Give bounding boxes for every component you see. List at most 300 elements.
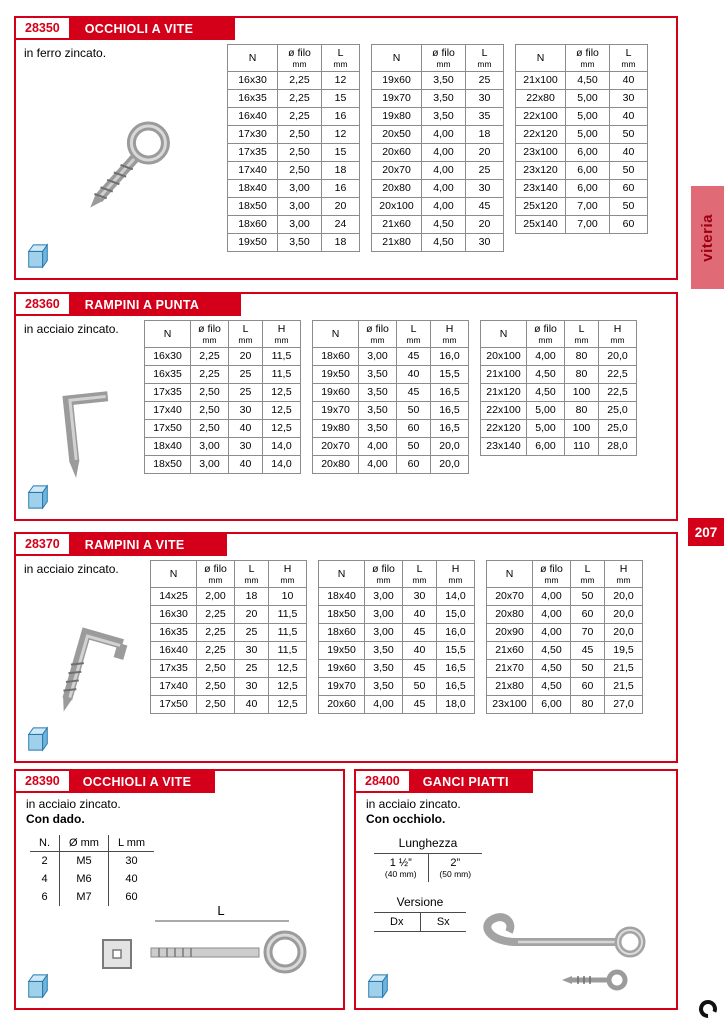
section-rampini-a-vite-28370 — [14, 532, 678, 763]
table-cell: 20,0 — [605, 588, 643, 606]
table-cell: 12,5 — [263, 402, 301, 420]
table-row — [319, 624, 475, 642]
table-cell: 17x50 — [145, 420, 191, 438]
table-cell: 4,50 — [566, 72, 610, 90]
table-row — [313, 348, 469, 366]
table-cell: 20x70 — [487, 588, 533, 606]
table-cell: 16 — [322, 108, 360, 126]
table-row — [487, 696, 643, 714]
table-cell: 25 — [235, 624, 269, 642]
table-cell: 11,5 — [269, 642, 307, 660]
column-header: L mm — [565, 321, 599, 348]
column-header: ø filo mm — [359, 321, 397, 348]
table-row — [30, 870, 154, 888]
table-row — [372, 162, 504, 180]
table-cell: 80 — [565, 348, 599, 366]
column-header: Ø mm — [60, 835, 109, 852]
table-cell: 21x70 — [487, 660, 533, 678]
table-cell: 14x25 — [151, 588, 197, 606]
table-row — [145, 384, 301, 402]
package-box-icon — [365, 972, 391, 1000]
table-row — [151, 588, 307, 606]
size-mm: (40 mm) — [374, 869, 428, 882]
material-note: in acciaio zincato. — [26, 797, 121, 811]
column-header: N — [481, 321, 527, 348]
table-cell: 16x40 — [151, 642, 197, 660]
table-cell: 60 — [571, 606, 605, 624]
table-cell: 30 — [229, 402, 263, 420]
column-header: ø filo mm — [422, 45, 466, 72]
table-row — [516, 72, 648, 90]
table-row — [481, 348, 637, 366]
table-cell: 3,50 — [359, 384, 397, 402]
table-row — [313, 402, 469, 420]
column-header: N — [151, 561, 197, 588]
table-cell: 17x30 — [228, 126, 278, 144]
table-cell: 16,0 — [437, 624, 475, 642]
table-cell: 7,00 — [566, 216, 610, 234]
table-cell: 23x120 — [516, 162, 566, 180]
table-row — [487, 606, 643, 624]
table-cell: 12,5 — [269, 678, 307, 696]
table-cell: 17x40 — [145, 402, 191, 420]
table-cell: 25 — [466, 162, 504, 180]
table-row — [372, 216, 504, 234]
size-option: 2” — [450, 857, 461, 869]
table-row — [319, 696, 475, 714]
size-option: 1 ½” — [374, 854, 428, 870]
table-row — [487, 588, 643, 606]
page-number: 207 — [688, 518, 724, 546]
table-cell: 40 — [229, 456, 263, 474]
table-cell: 25,0 — [599, 402, 637, 420]
column-header: H mm — [605, 561, 643, 588]
column-header: L mm — [571, 561, 605, 588]
table-cell: 19x70 — [372, 90, 422, 108]
column-header: ø filo mm — [365, 561, 403, 588]
column-header: L mm — [403, 561, 437, 588]
flat-hook-icon — [460, 910, 668, 998]
table-cell: 30 — [229, 438, 263, 456]
table-cell: 20 — [466, 216, 504, 234]
table-cell: 27,0 — [605, 696, 643, 714]
table-row — [372, 144, 504, 162]
table-cell: 21x120 — [481, 384, 527, 402]
table-cell: 50 — [610, 126, 648, 144]
table-row — [151, 678, 307, 696]
package-box-icon — [25, 725, 51, 753]
table-cell: 5,00 — [566, 126, 610, 144]
table-cell: 6 — [30, 888, 60, 906]
product-title: RAMPINI A PUNTA — [71, 294, 241, 316]
table-cell: 40 — [610, 144, 648, 162]
table-cell: 110 — [565, 438, 599, 456]
table-row — [319, 660, 475, 678]
table-cell: 21x80 — [487, 678, 533, 696]
table-cell: 20,0 — [431, 456, 469, 474]
table-cell: 4,00 — [422, 198, 466, 216]
section-header — [16, 534, 676, 556]
material-note: in acciaio zincato. — [24, 322, 119, 336]
table-cell: 20x50 — [372, 126, 422, 144]
table-row — [487, 678, 643, 696]
table-row — [228, 162, 360, 180]
table-cell: 30 — [466, 90, 504, 108]
table-row — [481, 402, 637, 420]
header-row — [372, 45, 504, 72]
table-cell: 70 — [571, 624, 605, 642]
table-cell: 18x40 — [145, 438, 191, 456]
table-cell: 20x60 — [319, 696, 365, 714]
table-cell: 2 — [30, 852, 60, 870]
table-cell: 2,50 — [278, 126, 322, 144]
table-row — [145, 366, 301, 384]
table-cell: 12 — [322, 72, 360, 90]
figure-column — [22, 318, 144, 481]
table-row — [516, 216, 648, 234]
table-cell: 10 — [269, 588, 307, 606]
table-cell: 19x60 — [372, 72, 422, 90]
table-row — [372, 72, 504, 90]
table-cell: 20x60 — [372, 144, 422, 162]
table-cell: 3,50 — [359, 366, 397, 384]
table-cell: 2,50 — [197, 660, 235, 678]
screw-eye-icon — [59, 107, 191, 231]
versione-option: Sx — [420, 913, 466, 932]
table-row — [372, 126, 504, 144]
column-header: N — [372, 45, 422, 72]
table-cell: 20,0 — [605, 624, 643, 642]
table-cell: 20,0 — [605, 606, 643, 624]
table-cell: 16x35 — [145, 366, 191, 384]
table-cell: 35 — [466, 108, 504, 126]
table-cell: 4,00 — [422, 144, 466, 162]
table-cell: 14,0 — [437, 588, 475, 606]
table-cell: 19x70 — [319, 678, 365, 696]
product-title: OCCHIOLI A VITE — [71, 18, 235, 40]
table-cell: 40 — [229, 420, 263, 438]
table-cell: 18x60 — [319, 624, 365, 642]
product-code: 28350 — [16, 18, 71, 40]
table-row — [228, 126, 360, 144]
table-cell: 4,50 — [527, 384, 565, 402]
column-header: H mm — [437, 561, 475, 588]
table-cell: 45 — [571, 642, 605, 660]
table-row — [516, 180, 648, 198]
table-cell: 4,00 — [527, 348, 565, 366]
table-cell: 17x35 — [145, 384, 191, 402]
table-cell: 60 — [397, 420, 431, 438]
spec-table-3 — [486, 560, 643, 714]
table-cell: 60 — [610, 180, 648, 198]
table-cell: 25 — [235, 660, 269, 678]
table-cell: 4,50 — [533, 642, 571, 660]
table-cell: 25x140 — [516, 216, 566, 234]
table-cell: 12,5 — [269, 696, 307, 714]
table-cell: 3,50 — [359, 402, 397, 420]
table-cell: 4,00 — [533, 588, 571, 606]
table-row — [372, 234, 504, 252]
table-row — [487, 660, 643, 678]
table-cell: 19x70 — [313, 402, 359, 420]
versione-table — [374, 894, 466, 932]
table-cell: 18x60 — [313, 348, 359, 366]
column-header: ø filo mm — [566, 45, 610, 72]
package-box-icon — [25, 972, 51, 1000]
table-cell: 4 — [30, 870, 60, 888]
spec-table — [30, 835, 154, 906]
column-header: N. — [30, 835, 60, 852]
table-cell: 40 — [235, 696, 269, 714]
column-header: N — [319, 561, 365, 588]
table-cell: 21x80 — [372, 234, 422, 252]
table-cell: 50 — [610, 198, 648, 216]
table-row — [319, 642, 475, 660]
table-cell: 3,00 — [191, 456, 229, 474]
table-cell: 22x100 — [516, 108, 566, 126]
table-cell: 30 — [466, 180, 504, 198]
table-row — [481, 366, 637, 384]
table-cell: 2,25 — [191, 366, 229, 384]
table-cell: 16,5 — [437, 660, 475, 678]
table-cell: 2,50 — [191, 384, 229, 402]
table-cell: 20x80 — [313, 456, 359, 474]
table-row — [313, 438, 469, 456]
header-row — [516, 45, 648, 72]
table-cell: 16,5 — [431, 420, 469, 438]
table-cell: M5 — [60, 852, 109, 870]
table-cell: 21x100 — [481, 366, 527, 384]
header-row — [313, 321, 469, 348]
package-box-icon — [25, 483, 51, 511]
table-cell: 23x100 — [516, 144, 566, 162]
table-cell: 50 — [397, 402, 431, 420]
table-cell: 20 — [466, 144, 504, 162]
table-cell: 21,5 — [605, 678, 643, 696]
table-cell: 18 — [235, 588, 269, 606]
table-row — [487, 642, 643, 660]
variant-note: Con dado. — [26, 812, 85, 826]
table-row — [30, 852, 154, 870]
table-row — [313, 384, 469, 402]
table-cell: 50 — [610, 162, 648, 180]
table-cell: 4,00 — [422, 180, 466, 198]
table-cell: 2,50 — [197, 696, 235, 714]
table-cell: 20,0 — [431, 438, 469, 456]
column-header: L mm — [235, 561, 269, 588]
spec-table-1 — [227, 44, 360, 252]
table-cell: 5,00 — [566, 90, 610, 108]
table-cell: 18x50 — [228, 198, 278, 216]
table-cell: 20x80 — [487, 606, 533, 624]
table-row — [151, 660, 307, 678]
table-cell: 50 — [403, 678, 437, 696]
table-cell: 16x35 — [151, 624, 197, 642]
product-code: 28390 — [16, 771, 71, 793]
table-cell: 19x80 — [313, 420, 359, 438]
table-row — [313, 420, 469, 438]
table-cell: M6 — [60, 870, 109, 888]
table-cell: 15,0 — [437, 606, 475, 624]
table-row — [151, 642, 307, 660]
table-cell: 25 — [466, 72, 504, 90]
table-cell: 30 — [403, 588, 437, 606]
table-cell: 18 — [322, 162, 360, 180]
table-cell: 3,50 — [422, 72, 466, 90]
table-cell: 22x120 — [516, 126, 566, 144]
table-row — [372, 90, 504, 108]
column-header: N — [487, 561, 533, 588]
table-cell: 3,50 — [278, 234, 322, 252]
table-cell: 4,50 — [533, 678, 571, 696]
table-cell: 40 — [610, 108, 648, 126]
column-header: H mm — [599, 321, 637, 348]
table-cell: 11,5 — [269, 624, 307, 642]
section-body — [16, 556, 676, 725]
table-cell: 4,00 — [359, 456, 397, 474]
table-row — [228, 144, 360, 162]
table-cell: 30 — [235, 642, 269, 660]
table-cell: 2,50 — [191, 420, 229, 438]
product-code: 28370 — [16, 534, 71, 556]
table-cell: 22x120 — [481, 420, 527, 438]
table-cell: 16 — [322, 180, 360, 198]
versione-option: Dx — [374, 913, 420, 932]
table-row — [313, 456, 469, 474]
table-cell: 2,50 — [197, 678, 235, 696]
table-row — [516, 144, 648, 162]
table-cell: 50 — [397, 438, 431, 456]
table-cell: 3,00 — [365, 606, 403, 624]
table-cell: 5,00 — [527, 402, 565, 420]
table-cell: 11,5 — [263, 348, 301, 366]
table-cell: 40 — [403, 642, 437, 660]
header-row — [228, 45, 360, 72]
table-row — [228, 90, 360, 108]
table-cell: 4,50 — [422, 216, 466, 234]
table-cell: 40 — [397, 366, 431, 384]
table-cell: 3,00 — [278, 198, 322, 216]
table-cell: 20x80 — [372, 180, 422, 198]
table-cell: 15 — [322, 90, 360, 108]
table-cell: 100 — [565, 384, 599, 402]
table-cell: 4,00 — [533, 624, 571, 642]
spec-table-2 — [312, 320, 469, 474]
table-cell: 23x140 — [516, 180, 566, 198]
table-cell: 45 — [466, 198, 504, 216]
table-cell: 4,50 — [533, 660, 571, 678]
table-cell: 60 — [610, 216, 648, 234]
table-cell: 2,00 — [197, 588, 235, 606]
mm-row — [374, 869, 482, 882]
figure-column — [22, 42, 227, 252]
table-cell: 16x30 — [145, 348, 191, 366]
table-cell: 12,5 — [269, 660, 307, 678]
table-cell: 3,00 — [191, 438, 229, 456]
table-cell: 3,00 — [365, 588, 403, 606]
table-cell: 3,00 — [365, 624, 403, 642]
table-cell: 45 — [397, 348, 431, 366]
table-cell: 4,50 — [422, 234, 466, 252]
table-cell: 30 — [235, 678, 269, 696]
table-row — [313, 366, 469, 384]
header-row — [151, 561, 307, 588]
table-cell: 2,25 — [197, 606, 235, 624]
table-cell: 4,00 — [365, 696, 403, 714]
table-cell: 17x35 — [151, 660, 197, 678]
table-cell: 25,0 — [599, 420, 637, 438]
table-cell: 18x40 — [319, 588, 365, 606]
column-header: L mm — [610, 45, 648, 72]
header-row — [30, 835, 154, 852]
product-title: OCCHIOLI A VITE — [71, 771, 215, 793]
table-cell: 100 — [565, 420, 599, 438]
table-cell: 16x40 — [228, 108, 278, 126]
table-row — [516, 126, 648, 144]
table-cell: 4,50 — [527, 366, 565, 384]
table-cell: 5,00 — [527, 420, 565, 438]
table-cell: 25 — [229, 384, 263, 402]
section-body — [16, 316, 676, 481]
table-cell: 20,0 — [599, 348, 637, 366]
table-cell: 16,5 — [431, 402, 469, 420]
table-cell: 50 — [571, 660, 605, 678]
table-cell: 2,25 — [197, 642, 235, 660]
section-header — [16, 18, 676, 40]
table-cell: 30 — [125, 854, 138, 867]
column-header: ø filo mm — [278, 45, 322, 72]
table-cell: 6,00 — [527, 438, 565, 456]
table-cell: 80 — [565, 402, 599, 420]
section-ganci-piatti-28400 — [354, 769, 678, 1010]
table-row — [516, 162, 648, 180]
table-cell: 16,0 — [431, 348, 469, 366]
table-cell: 15,5 — [437, 642, 475, 660]
table-cell: 17x50 — [151, 696, 197, 714]
table-cell: 2,25 — [197, 624, 235, 642]
section-rampini-a-punta-28360 — [14, 292, 678, 521]
table-cell: 11,5 — [269, 606, 307, 624]
table-row — [228, 180, 360, 198]
table-cell: 2,25 — [278, 90, 322, 108]
spec-table-2 — [318, 560, 475, 714]
section-occhioli-a-vite-28390 — [14, 769, 345, 1010]
table-cell: 2,25 — [278, 108, 322, 126]
table-cell: 17x40 — [228, 162, 278, 180]
table-cell: 6,00 — [533, 696, 571, 714]
pointed-hook-icon — [35, 377, 131, 481]
table-row — [481, 438, 637, 456]
column-header: N — [516, 45, 566, 72]
table-cell: 14,0 — [263, 456, 301, 474]
table-cell: 5,00 — [566, 108, 610, 126]
table-cell: 21x100 — [516, 72, 566, 90]
column-header: N — [313, 321, 359, 348]
table-cell: 22x100 — [481, 402, 527, 420]
side-tab-viteria — [691, 186, 724, 289]
table-row — [145, 456, 301, 474]
side-tab-label: viteria — [699, 213, 716, 262]
column-header: N — [228, 45, 278, 72]
table-cell: 60 — [571, 678, 605, 696]
table-cell: 6,00 — [566, 162, 610, 180]
header-row — [145, 321, 301, 348]
table-cell: 20x70 — [372, 162, 422, 180]
table-cell: 16,5 — [437, 678, 475, 696]
table-cell: 45 — [403, 696, 437, 714]
table-cell: 6,00 — [566, 144, 610, 162]
table-row — [481, 384, 637, 402]
